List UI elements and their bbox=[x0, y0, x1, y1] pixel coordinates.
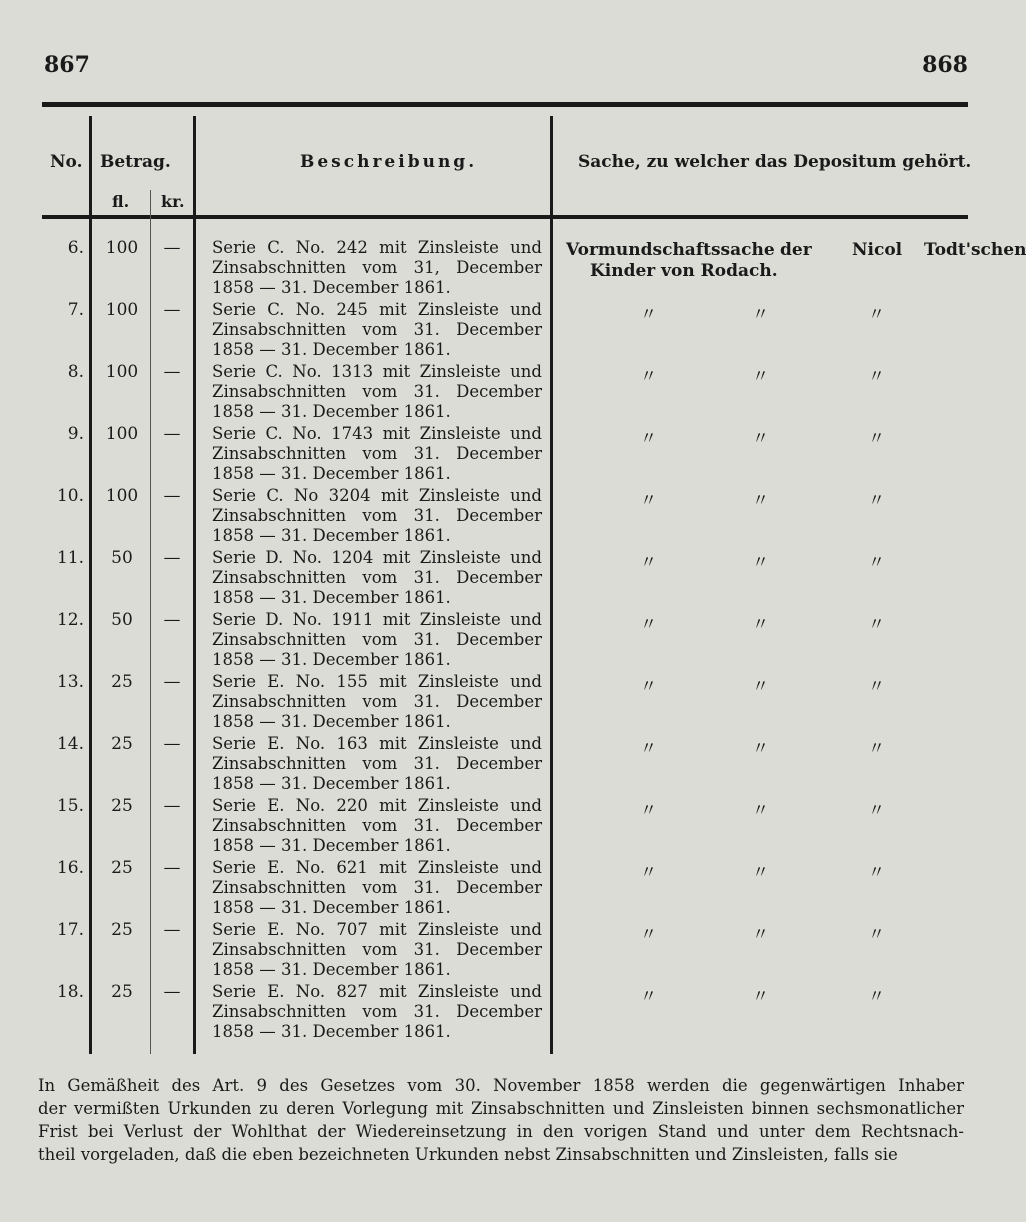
row-description bbox=[212, 734, 542, 794]
table-row bbox=[0, 300, 1000, 362]
sache-word: Todt'schen bbox=[924, 240, 1026, 260]
row-description bbox=[212, 362, 542, 422]
paragraph-line: Frist bei Verlust der Wohlthat der Wiedereinsetzung in den vorigen Stand und unter dem Rechtsnach- bbox=[38, 1122, 964, 1141]
row-number: 16. bbox=[56, 858, 84, 878]
desc-line: Zinsabschnitten vom 31. December bbox=[212, 754, 542, 773]
ditto-mark: 〃 bbox=[868, 491, 885, 511]
page-number-right: 868 bbox=[922, 52, 968, 78]
table-row bbox=[0, 610, 1000, 672]
ditto-mark: 〃 bbox=[640, 863, 657, 883]
desc-line: Serie E. No. 220 mit Zinsleiste und bbox=[212, 796, 542, 815]
desc-line: 1858 — 31. December 1861. bbox=[212, 464, 451, 483]
row-number: 8. bbox=[67, 362, 84, 382]
row-fl: 25 bbox=[111, 734, 133, 754]
row-kr: — bbox=[163, 424, 181, 444]
table-header-rule bbox=[42, 215, 968, 219]
row-fl: 25 bbox=[111, 672, 133, 692]
ditto-mark: 〃 bbox=[752, 491, 769, 511]
row-number: 6. bbox=[67, 238, 84, 258]
header-no: No. bbox=[50, 152, 83, 172]
row-fl: 50 bbox=[111, 610, 133, 630]
ditto-mark: 〃 bbox=[752, 925, 769, 945]
desc-line: Zinsabschnitten vom 31. December bbox=[212, 816, 542, 835]
row-description bbox=[212, 920, 542, 980]
row-number: 12. bbox=[56, 610, 84, 630]
ditto-mark: 〃 bbox=[868, 615, 885, 635]
sache-word: Nicol bbox=[852, 240, 903, 260]
ditto-mark: 〃 bbox=[868, 553, 885, 573]
row-description bbox=[212, 486, 542, 546]
desc-line: Zinsabschnitten vom 31. December bbox=[212, 1002, 542, 1021]
desc-line: 1858 — 31. December 1861. bbox=[212, 278, 451, 297]
row-fl: 100 bbox=[105, 300, 139, 320]
ditto-mark: 〃 bbox=[752, 367, 769, 387]
header-kr: kr. bbox=[161, 192, 185, 211]
row-number: 17. bbox=[56, 920, 84, 940]
row-kr: — bbox=[163, 610, 181, 630]
desc-line: 1858 — 31. December 1861. bbox=[212, 340, 451, 359]
sache-word: der bbox=[780, 240, 812, 260]
desc-line: Serie D. No. 1911 mit Zinsleiste und bbox=[212, 610, 542, 629]
desc-line: Zinsabschnitten vom 31. December bbox=[212, 320, 542, 339]
ditto-mark: 〃 bbox=[752, 429, 769, 449]
desc-line: Serie C. No 3204 mit Zinsleiste und bbox=[212, 486, 542, 505]
row-description bbox=[212, 672, 542, 732]
table-row bbox=[0, 238, 1000, 300]
desc-line: Zinsabschnitten vom 31. December bbox=[212, 878, 542, 897]
header-sache: Sache, zu welcher das Depositum gehört. bbox=[578, 152, 972, 172]
desc-line: 1858 — 31. December 1861. bbox=[212, 898, 451, 917]
ditto-mark: 〃 bbox=[752, 739, 769, 759]
desc-line: Serie C. No. 242 mit Zinsleiste und bbox=[212, 238, 542, 257]
row-kr: — bbox=[163, 548, 181, 568]
ditto-mark: 〃 bbox=[640, 801, 657, 821]
header-beschreibung: Beschreibung. bbox=[300, 152, 478, 172]
row-number: 13. bbox=[56, 672, 84, 692]
desc-line: Zinsabschnitten vom 31, December bbox=[212, 258, 542, 277]
row-number: 14. bbox=[56, 734, 84, 754]
ditto-mark: 〃 bbox=[752, 553, 769, 573]
desc-line: 1858 — 31. December 1861. bbox=[212, 1022, 451, 1041]
table-row bbox=[0, 858, 1000, 920]
desc-line: Serie C. No. 245 mit Zinsleiste und bbox=[212, 300, 542, 319]
ditto-mark: 〃 bbox=[752, 863, 769, 883]
desc-line: Zinsabschnitten vom 31. December bbox=[212, 568, 542, 587]
row-kr: — bbox=[163, 734, 181, 754]
desc-line: Zinsabschnitten vom 31. December bbox=[212, 506, 542, 525]
desc-line: 1858 — 31. December 1861. bbox=[212, 774, 451, 793]
ditto-mark: 〃 bbox=[752, 801, 769, 821]
row-kr: — bbox=[163, 362, 181, 382]
desc-line: Zinsabschnitten vom 31. December bbox=[212, 630, 542, 649]
row-kr: — bbox=[163, 920, 181, 940]
paragraph-line: theil vorgeladen, daß die eben bezeichneten Urkunden nebst Zinsabschnitten und Zinsleisten, falls sie bbox=[38, 1145, 898, 1164]
row-fl: 50 bbox=[111, 548, 133, 568]
row-number: 11. bbox=[56, 548, 84, 568]
row-number: 18. bbox=[56, 982, 84, 1002]
row-fl: 25 bbox=[111, 920, 133, 940]
ditto-mark: 〃 bbox=[752, 677, 769, 697]
row-fl: 25 bbox=[111, 982, 133, 1002]
desc-line: Serie E. No. 621 mit Zinsleiste und bbox=[212, 858, 542, 877]
ditto-mark: 〃 bbox=[640, 491, 657, 511]
ditto-mark: 〃 bbox=[640, 305, 657, 325]
ditto-mark: 〃 bbox=[752, 615, 769, 635]
desc-line: 1858 — 31. December 1861. bbox=[212, 402, 451, 421]
ditto-mark: 〃 bbox=[640, 367, 657, 387]
ditto-mark: 〃 bbox=[640, 987, 657, 1007]
table-row bbox=[0, 486, 1000, 548]
row-description bbox=[212, 858, 542, 918]
ditto-mark: 〃 bbox=[752, 305, 769, 325]
table-row bbox=[0, 548, 1000, 610]
row-kr: — bbox=[163, 858, 181, 878]
desc-line: Serie E. No. 163 mit Zinsleiste und bbox=[212, 734, 542, 753]
ditto-mark: 〃 bbox=[640, 677, 657, 697]
desc-line: Zinsabschnitten vom 31. December bbox=[212, 940, 542, 959]
ditto-mark: 〃 bbox=[868, 429, 885, 449]
desc-line: Serie D. No. 1204 mit Zinsleiste und bbox=[212, 548, 542, 567]
row-description bbox=[212, 424, 542, 484]
table-row bbox=[0, 672, 1000, 734]
paragraph-line: der vermißten Urkunden zu deren Vorlegung mit Zinsabschnitten und Zinsleisten binnen sechsmonatlicher bbox=[38, 1099, 964, 1118]
desc-line: 1858 — 31. December 1861. bbox=[212, 960, 451, 979]
header-fl: fl. bbox=[112, 192, 130, 211]
row-description bbox=[212, 548, 542, 608]
table-row bbox=[0, 982, 1000, 1044]
row-number: 15. bbox=[56, 796, 84, 816]
row-fl: 100 bbox=[105, 486, 139, 506]
ditto-mark: 〃 bbox=[868, 863, 885, 883]
ditto-mark: 〃 bbox=[640, 615, 657, 635]
desc-line: 1858 — 31. December 1861. bbox=[212, 588, 451, 607]
row-description bbox=[212, 238, 542, 298]
ditto-mark: 〃 bbox=[640, 553, 657, 573]
desc-line: Zinsabschnitten vom 31. December bbox=[212, 382, 542, 401]
desc-line: Serie E. No. 155 mit Zinsleiste und bbox=[212, 672, 542, 691]
page-number-left: 867 bbox=[44, 52, 90, 78]
ditto-mark: 〃 bbox=[640, 429, 657, 449]
header-betrag: Betrag. bbox=[100, 152, 171, 172]
ditto-mark: 〃 bbox=[640, 739, 657, 759]
desc-line: Serie E. No. 707 mit Zinsleiste und bbox=[212, 920, 542, 939]
table-top-rule bbox=[42, 102, 968, 107]
row-fl: 100 bbox=[105, 238, 139, 258]
row-kr: — bbox=[163, 982, 181, 1002]
ditto-mark: 〃 bbox=[868, 739, 885, 759]
row-description bbox=[212, 982, 542, 1042]
row-kr: — bbox=[163, 486, 181, 506]
row-fl: 100 bbox=[105, 424, 139, 444]
ditto-mark: 〃 bbox=[868, 677, 885, 697]
table-row bbox=[0, 362, 1000, 424]
table-row bbox=[0, 424, 1000, 486]
row-kr: — bbox=[163, 796, 181, 816]
paragraph-line: In Gemäßheit des Art. 9 des Gesetzes vom 30. November 1858 werden die gegenwärtigen Inhaber bbox=[38, 1076, 964, 1095]
desc-line: 1858 — 31. December 1861. bbox=[212, 712, 451, 731]
row-kr: — bbox=[163, 238, 181, 258]
row-fl: 25 bbox=[111, 796, 133, 816]
sache-word: Vormundschaftssache bbox=[566, 240, 775, 260]
desc-line: Zinsabschnitten vom 31. December bbox=[212, 692, 542, 711]
desc-line: Serie E. No. 827 mit Zinsleiste und bbox=[212, 982, 542, 1001]
row-description bbox=[212, 610, 542, 670]
ditto-mark: 〃 bbox=[752, 987, 769, 1007]
ditto-mark: 〃 bbox=[868, 305, 885, 325]
table-row bbox=[0, 796, 1000, 858]
desc-line: 1858 — 31. December 1861. bbox=[212, 650, 451, 669]
row-fl: 25 bbox=[111, 858, 133, 878]
desc-line: Serie C. No. 1743 mit Zinsleiste und bbox=[212, 424, 542, 443]
row-number: 10. bbox=[56, 486, 84, 506]
sache-line: Kinder von Rodach. bbox=[590, 261, 778, 281]
ditto-mark: 〃 bbox=[868, 925, 885, 945]
ditto-mark: 〃 bbox=[868, 987, 885, 1007]
row-description bbox=[212, 796, 542, 856]
table-row bbox=[0, 734, 1000, 796]
desc-line: 1858 — 31. December 1861. bbox=[212, 526, 451, 545]
ditto-mark: 〃 bbox=[868, 367, 885, 387]
ditto-mark: 〃 bbox=[640, 925, 657, 945]
desc-line: 1858 — 31. December 1861. bbox=[212, 836, 451, 855]
row-kr: — bbox=[163, 300, 181, 320]
table-row bbox=[0, 920, 1000, 982]
row-kr: — bbox=[163, 672, 181, 692]
ditto-mark: 〃 bbox=[868, 801, 885, 821]
row-number: 7. bbox=[67, 300, 84, 320]
body-paragraph bbox=[38, 1074, 964, 1166]
row-fl: 100 bbox=[105, 362, 139, 382]
row-number: 9. bbox=[67, 424, 84, 444]
desc-line: Zinsabschnitten vom 31. December bbox=[212, 444, 542, 463]
desc-line: Serie C. No. 1313 mit Zinsleiste und bbox=[212, 362, 542, 381]
row-description bbox=[212, 300, 542, 360]
